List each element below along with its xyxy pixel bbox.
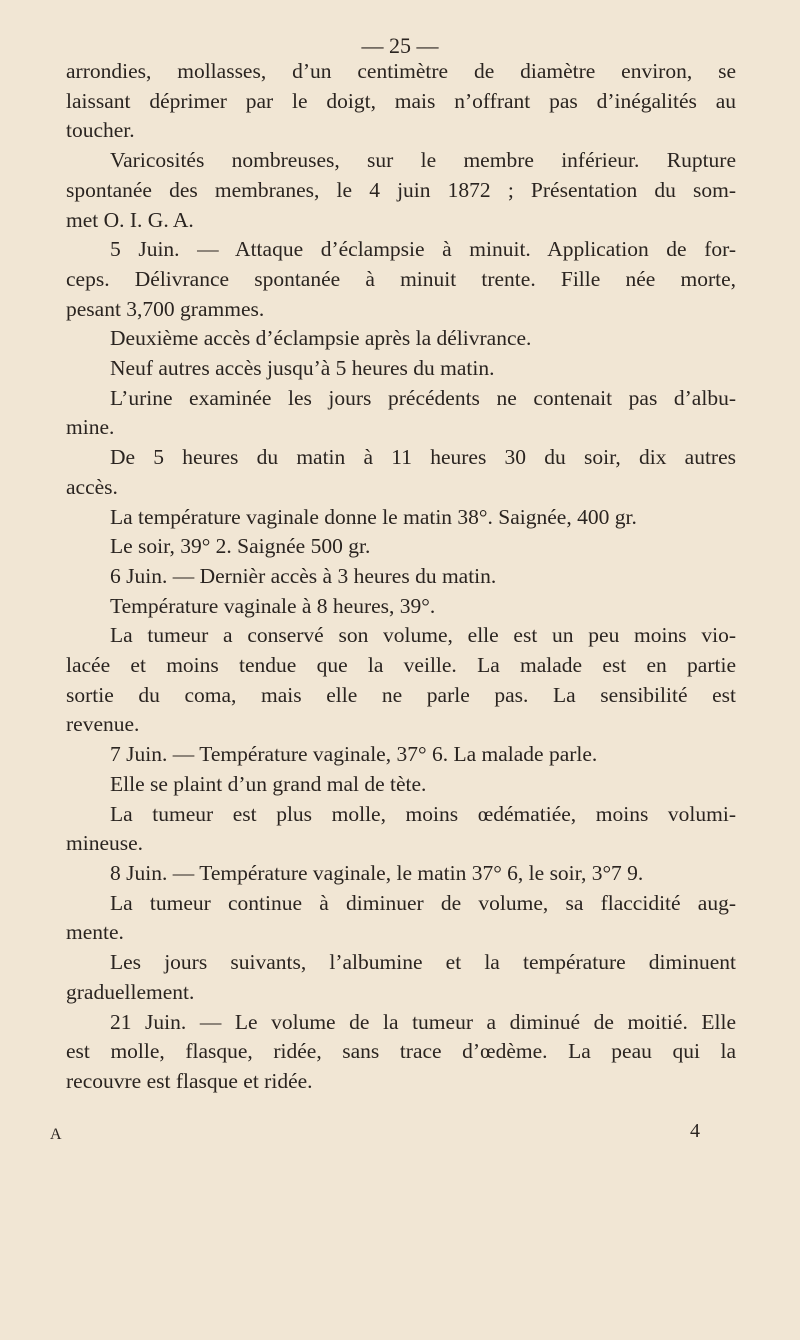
text-line: ceps. Délivrance spontanée à minuit trente. Fille née morte, — [66, 266, 736, 291]
text-line: est molle, flasque, ridée, sans trace d’œdème. La peau qui la — [66, 1039, 736, 1064]
text-line: La tumeur a conservé son volume, elle est un peu moins vio- — [110, 623, 736, 648]
text-line: Température vaginale à 8 heures, 39°. — [110, 593, 436, 618]
text-line: mineuse. — [66, 831, 144, 856]
signature-mark: A — [50, 1126, 62, 1143]
text-line: Elle se plaint d’un grand mal de tète. — [110, 771, 427, 796]
paragraph — [66, 532, 736, 562]
paragraph — [66, 621, 736, 740]
text-line: mine. — [66, 415, 115, 440]
text-line: Le soir, 39° 2. Saignée 500 gr. — [110, 534, 371, 559]
text-line: 8 Juin. — Température vaginale, le matin 37° 6, le soir, 3°7 9. — [110, 860, 644, 885]
paragraph — [66, 740, 736, 770]
text-line: spontanée des membranes, le 4 juin 1872 ; Présentation du som- — [66, 177, 736, 202]
text-line: sortie du coma, mais elle ne parle pas. La sensibilité est — [66, 682, 736, 707]
paragraph — [66, 800, 736, 859]
paragraph — [66, 354, 736, 384]
text-line: mente. — [66, 920, 124, 945]
text-line: revenue. — [66, 712, 140, 737]
paragraph — [66, 324, 736, 354]
text-line: L’urine examinée les jours précédents ne contenait pas d’albu- — [110, 385, 736, 410]
body-text — [66, 57, 736, 1097]
paragraph — [66, 889, 736, 948]
signature-number: 4 — [690, 1120, 700, 1142]
text-line: 5 Juin. — Attaque d’éclampsie à minuit. Application de for- — [110, 237, 736, 262]
text-line: 6 Juin. — Dernièr accès à 3 heures du matin. — [110, 563, 497, 588]
text-line: accès. — [66, 474, 118, 499]
paragraph — [66, 503, 736, 533]
text-line: Varicosités nombreuses, sur le membre inférieur. Rupture — [110, 148, 736, 173]
text-line: met O. I. G. A. — [66, 207, 194, 232]
paragraph — [66, 146, 736, 235]
page-number: — 25 — — [361, 33, 439, 58]
text-line: Deuxième accès d’éclampsie après la délivrance. — [110, 326, 532, 351]
text-line: Neuf autres accès jusqu’à 5 heures du matin. — [110, 356, 495, 381]
paragraph — [66, 948, 736, 1007]
text-line: 21 Juin. — Le volume de la tumeur a diminué de moitié. Elle — [110, 1009, 736, 1034]
text-line: La tumeur continue à diminuer de volume, sa flaccidité aug- — [110, 890, 736, 915]
paragraph — [66, 235, 736, 324]
paragraph — [66, 443, 736, 502]
text-line: pesant 3,700 grammes. — [66, 296, 265, 321]
text-line: Les jours suivants, l’albumine et la température diminuent — [110, 950, 736, 975]
paragraph — [66, 1008, 736, 1097]
paragraph — [66, 562, 736, 592]
paragraph — [66, 859, 736, 889]
text-line: 7 Juin. — Température vaginale, 37° 6. La malade parle. — [110, 742, 598, 767]
text-line: recouvre est flasque et ridée. — [66, 1068, 313, 1093]
text-line: arrondies, mollasses, d’un centimètre de diamètre environ, se — [66, 59, 736, 83]
paragraph — [66, 384, 736, 443]
paragraph — [66, 770, 736, 800]
text-line: graduellement. — [66, 979, 195, 1004]
text-line: laissant déprimer par le doigt, mais n’offrant pas d’inégalités au — [66, 88, 736, 113]
text-line: La tumeur est plus molle, moins œdématiée, moins volumi- — [110, 801, 736, 826]
paragraph — [66, 592, 736, 622]
paragraph — [66, 57, 736, 146]
text-line: toucher. — [66, 118, 135, 143]
text-line: lacée et moins tendue que la veille. La malade est en partie — [66, 653, 736, 678]
text-line: La température vaginale donne le matin 38°. Saignée, 400 gr. — [110, 504, 637, 529]
text-line: De 5 heures du matin à 11 heures 30 du soir, dix autres — [110, 445, 736, 470]
